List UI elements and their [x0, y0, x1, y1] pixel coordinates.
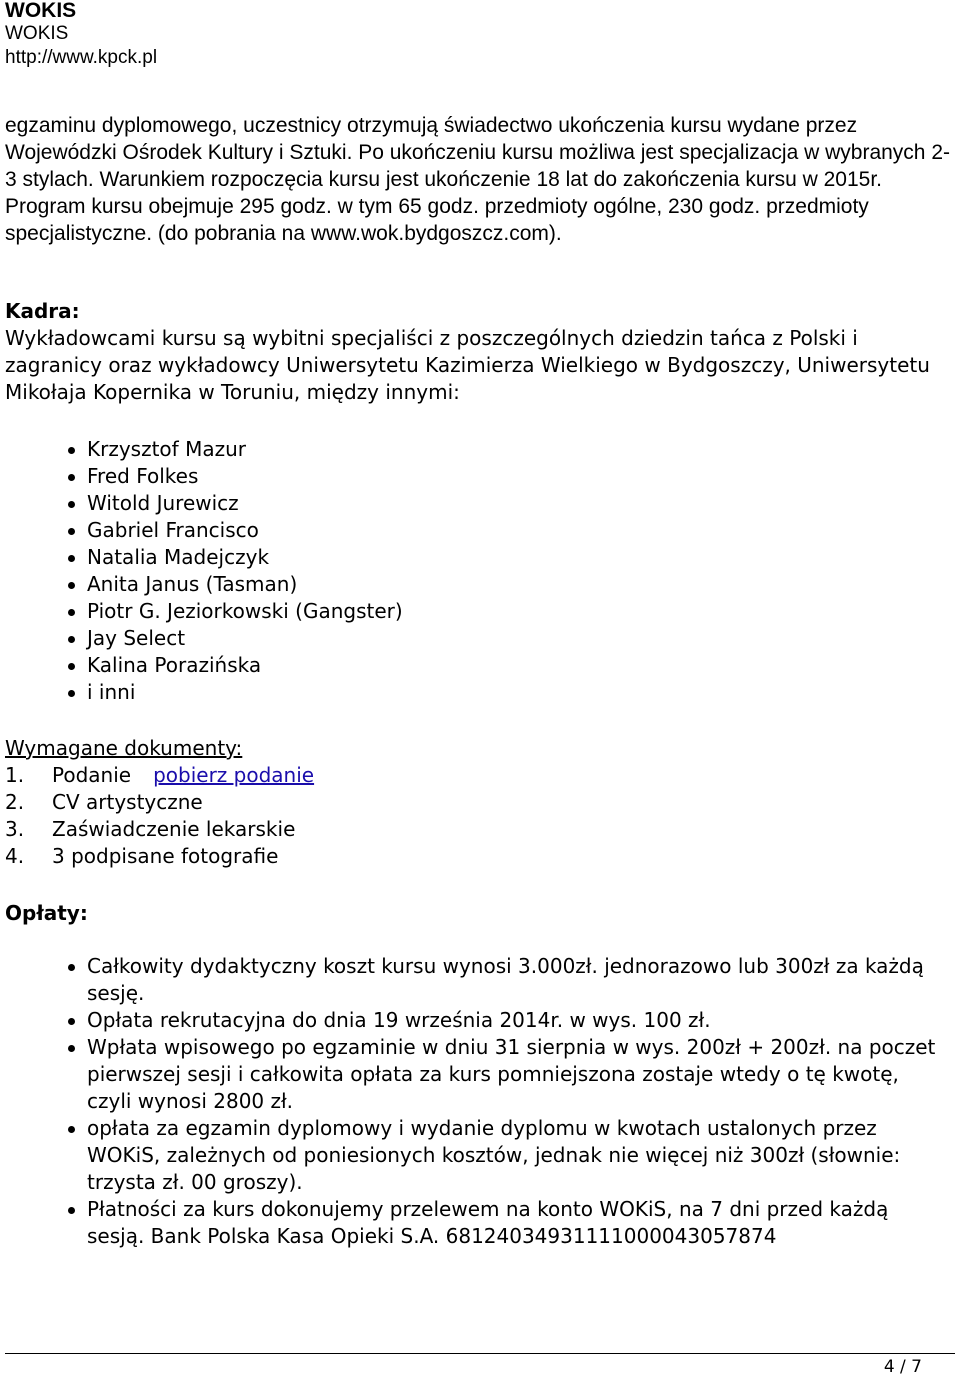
list-item: Całkowity dydaktyczny koszt kursu wynosi 3.000zł. jednorazowo lub 300zł za każdą sesję. — [5, 953, 950, 1007]
list-item: Natalia Madejczyk — [5, 544, 950, 571]
document-number: 2. — [5, 790, 25, 814]
list-item: Gabriel Francisco — [5, 517, 950, 544]
fees-list — [5, 953, 950, 1250]
document-label: 3 podpisane fotografie — [52, 844, 279, 868]
list-item: Anita Janus (Tasman) — [5, 571, 950, 598]
fees-heading: Opłaty: — [5, 901, 88, 925]
list-item: Jay Select — [5, 625, 950, 652]
list-item: opłata za egzamin dyplomowy i wydanie dyplomu w kwotach ustalonych przez WOKiS, zależnych od poniesionych kosztów, jednak nie więcej niż 300zł (słownie: trzysta zł. 00 groszy). — [5, 1115, 950, 1196]
document-number: 4. — [5, 844, 25, 868]
document-number: 3. — [5, 817, 25, 841]
kadra-paragraph: Wykładowcami kursu są wybitni specjaliści z poszczególnych dziedzin tańca z Polski i zagranicy oraz wykładowcy Uniwersytetu Kazimierza Wielkiego w Bydgoszczy, Uniwersytetu Mikołaja Kopernika w Toruniu, między innymi: — [5, 326, 930, 404]
document-item — [5, 762, 950, 789]
document-item — [5, 816, 950, 843]
header-title: WOKIS — [5, 0, 77, 22]
document-item — [5, 789, 950, 816]
footer-divider — [5, 1353, 955, 1354]
list-item: Krzysztof Mazur — [5, 436, 950, 463]
list-item: Wpłata wpisowego po egzaminie w dniu 31 sierpnia w wys. 200zł + 200zł. na poczet pierwszej sesji i całkowita opłata za kurs pomniejszona zostaje wtedy o tę kwotę, czyli wynosi 2800 zł. — [5, 1034, 950, 1115]
header-url: http://www.kpck.pl — [5, 47, 158, 68]
list-item: Piotr G. Jeziorkowski (Gangster) — [5, 598, 950, 625]
header-subtitle: WOKIS — [5, 23, 69, 44]
fees-section — [5, 953, 950, 1250]
document-label: Zaświadczenie lekarskie — [52, 817, 296, 841]
list-item: i inni — [5, 679, 950, 706]
document-item — [5, 843, 950, 870]
page-header — [5, 0, 157, 70]
documents-section — [5, 735, 950, 870]
list-item: Opłata rekrutacyjna do dnia 19 września 2014r. w wys. 100 zł. — [5, 1007, 950, 1034]
documents-heading: Wymagane dokumenty: — [5, 736, 243, 760]
lecturers-section — [5, 436, 950, 706]
kadra-section — [5, 298, 950, 406]
list-item: Kalina Porazińska — [5, 652, 950, 679]
document-label: Podanie — [52, 763, 132, 787]
list-item: Fred Folkes — [5, 463, 950, 490]
kadra-heading: Kadra: — [5, 299, 80, 323]
list-item: Płatności za kurs dokonujemy przelewem na konto WOKiS, na 7 dni przed każdą sesją. Bank Polska Kasa Opieki S.A. 68124034931111000043057874 — [5, 1196, 950, 1250]
document-number: 1. — [5, 763, 25, 787]
list-item: Witold Jurewicz — [5, 490, 950, 517]
lecturers-list — [5, 436, 950, 706]
download-form-link[interactable]: pobierz podanie — [153, 763, 315, 787]
page-number: 4 / 7 — [883, 1357, 922, 1377]
document-label: CV artystyczne — [52, 790, 203, 814]
intro-paragraph: egzaminu dyplomowego, uczestnicy otrzymują świadectwo ukończenia kursu wydane przez Wojewódzki Ośrodek Kultury i Sztuki. Po ukończeniu kursu możliwa jest specjalizacja w wybranych 2-3 stylach. Warunkiem rozpoczęcia kursu jest ukończenie 18 lat do zakończenia kursu w 2015r. Program kursu obejmuje 295 godz. w tym 65 godz. przedmioty ogólne, 230 godz. przedmioty specjalistyczne. (do pobrania na www.wok.bydgoszcz.com). — [5, 114, 950, 245]
fees-heading-block — [5, 900, 950, 927]
